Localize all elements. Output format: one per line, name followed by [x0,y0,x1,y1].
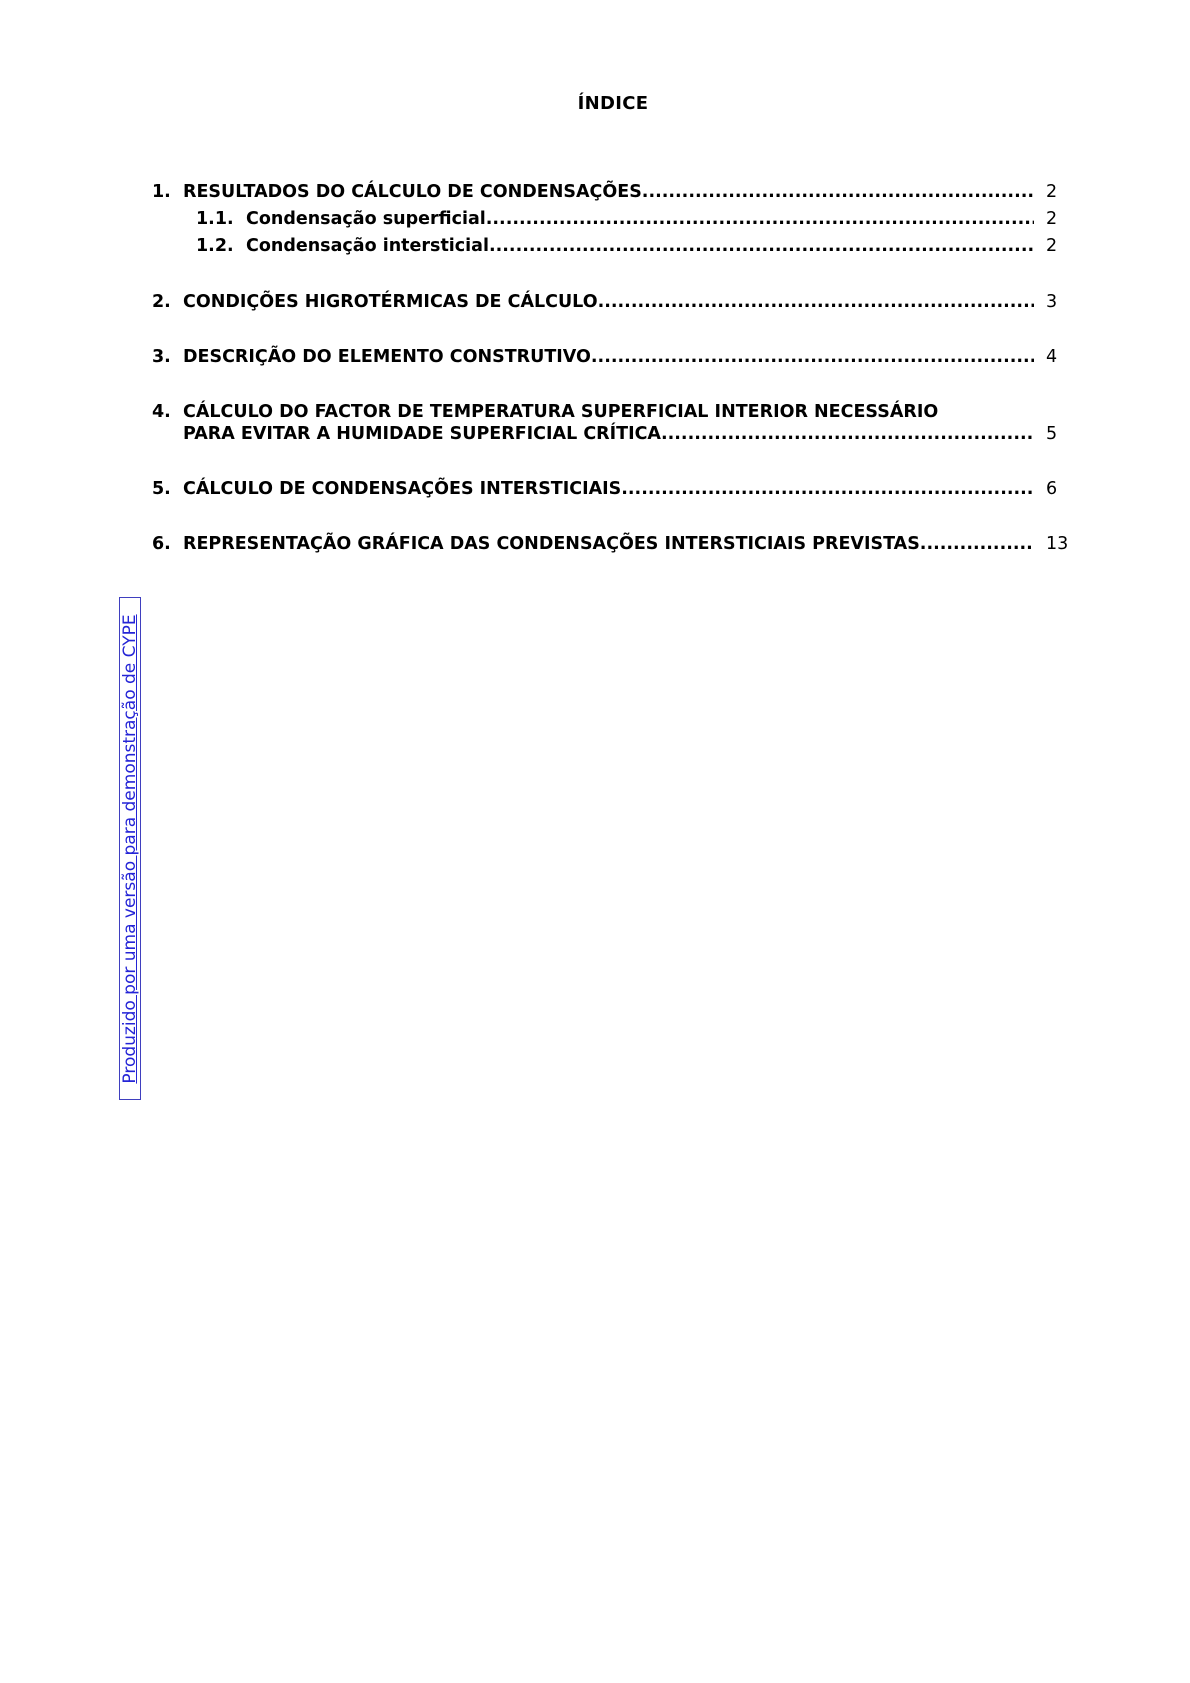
toc-entry-4[interactable] [152,401,1082,445]
toc-entry-2[interactable] [152,291,1082,313]
toc-entry-title: RESULTADOS DO CÁLCULO DE CONDENSAÇÕES [183,182,642,202]
toc-entry-page: 2 [1046,209,1058,229]
toc-entry-1-1[interactable] [152,208,1082,230]
toc-entry-page: 13 [1046,534,1069,554]
toc-entry-title: Condensação superficial [246,209,486,229]
toc-entry-title: Condensação intersticial [246,236,489,256]
toc-entry-title: REPRESENTAÇÃO GRÁFICA DAS CONDENSAÇÕES INTERSTICIAIS PREVISTAS [183,534,920,554]
toc-entry-number: 1.1. [196,209,234,229]
toc-dot-leader [920,533,1034,555]
toc-entry-title: CONDIÇÕES HIGROTÉRMICAS DE CÁLCULO [183,292,598,312]
toc-entry-number: 4. [152,402,171,422]
toc-entry-page: 2 [1046,182,1058,202]
demo-watermark-text: Produzido por uma versão para demonstração de CYPE [120,613,140,1084]
toc-dot-leader [642,181,1034,203]
toc-entry-page: 3 [1046,292,1058,312]
toc-entry-title: DESCRIÇÃO DO ELEMENTO CONSTRUTIVO [183,347,591,367]
toc-entry-number: 3. [152,347,171,367]
toc-entry-title-line1: CÁLCULO DO FACTOR DE TEMPERATURA SUPERFICIAL INTERIOR NECESSÁRIO [183,402,939,422]
toc-entry-5[interactable] [152,478,1082,500]
page-title: ÍNDICE [577,93,649,114]
toc-dot-leader [591,346,1034,368]
toc-entry-number: 1. [152,182,171,202]
toc-entry-1[interactable] [152,181,1082,203]
toc-entry-page: 6 [1046,479,1058,499]
toc-entry-number: 5. [152,479,171,499]
toc-dot-leader [598,291,1034,313]
toc-entry-1-2[interactable] [152,235,1082,257]
toc-dot-leader [621,478,1034,500]
toc-entry-6[interactable] [152,533,1082,555]
toc-dot-leader [486,208,1034,230]
toc-entry-page: 4 [1046,347,1058,367]
toc-dot-leader [489,235,1034,257]
demo-watermark-link[interactable] [119,597,141,1100]
toc-entry-page: 2 [1046,236,1058,256]
toc-entry-title-line2: PARA EVITAR A HUMIDADE SUPERFICIAL CRÍTICA [183,424,661,444]
toc-entry-title: CÁLCULO DE CONDENSAÇÕES INTERSTICIAIS [183,479,622,499]
toc-entry-number: 6. [152,534,171,554]
toc-entry-page: 5 [1046,424,1058,444]
toc-entry-3[interactable] [152,346,1082,368]
toc-entry-number: 1.2. [196,236,234,256]
toc-dot-leader [661,423,1034,445]
toc-entry-number: 2. [152,292,171,312]
